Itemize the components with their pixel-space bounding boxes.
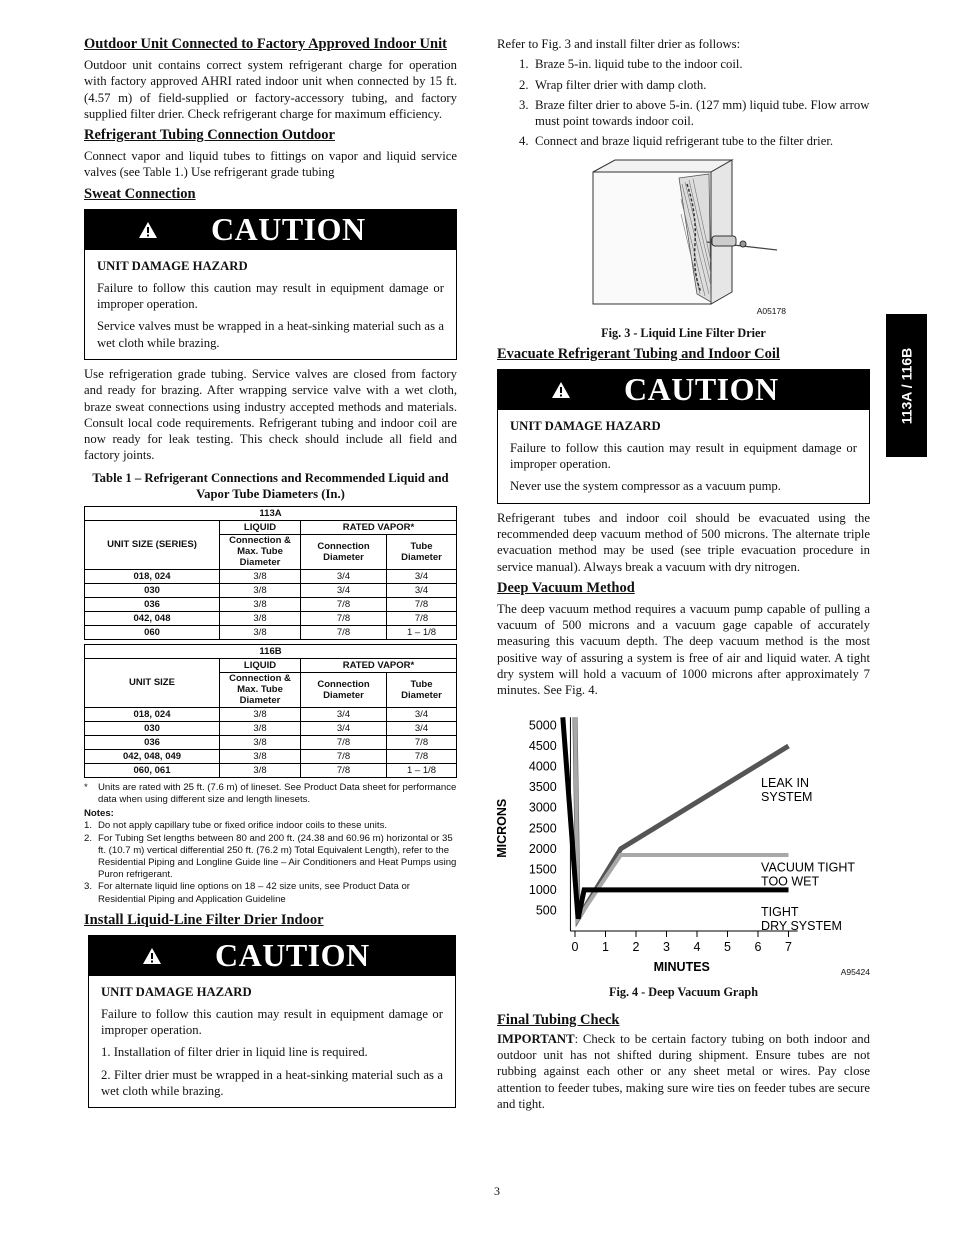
note-item: For Tubing Set lengths between 80 and 200 ft. (24.38 and 60.96 m) horizontal or 35 ft. (10.7 m) vertical differential 250 ft. (76.2 m) Total Equivalent Length), refer to the Residential Piping and Longline Guide line – Air Conditioners and Heat Pumps using Puron refrigerant. (98, 832, 457, 881)
x-tick-label: 4 (693, 939, 701, 954)
y-tick-label: 3500 (528, 779, 557, 794)
table-cell: 7/8 (301, 763, 387, 777)
table-cell: 116B (85, 644, 457, 658)
table-notes: * Units are rated with 25 ft. (7.6 m) of lineset. See Product Data sheet for performance data when using different size and length linesets. Notes: 1. Do not apply capillary tube or fixed orifice indoor coils to these units. 2. For Tubing Set lengths between 80 and 200 ft. (24.38 and 60.96 m) horizontal or 35 ft. (10.7 m) vertical differential 250 ft. (76.2 m) Total Equivalent Length), refer to the Residential Piping and Longline Guide line – Air Conditioners and Heat Pumps using Puron refrigerant. 3. For alternate liquid line options on 18 – 42 size units, see Product Data or Residential Piping and Application Guideline (84, 781, 457, 905)
series-label: VACUUM TIGHT (761, 860, 856, 875)
table-cell: 1 – 1/8 (387, 763, 457, 777)
y-tick-label: 1500 (528, 861, 557, 876)
table-cell: 7/8 (387, 749, 457, 763)
table-cell: 3/8 (220, 597, 301, 611)
caution-text: Service valves must be wrapped in a heat-sinking material such as a wet cloth while brazing. (97, 319, 444, 350)
table-cell: 113A (85, 506, 457, 520)
caution-header (85, 210, 456, 250)
final-check-text: : Check to be certain factory tubing on both indoor and outdoor unit has not shifted during shipment. Ensure tubes are not rubbing against each other or any sheet metal or wires. Pay close attention to feeder tubes, making sure wire ties on feeder tubes are secure and tight. (497, 1031, 870, 1111)
section-heading: Outdoor Unit Connected to Factory Approved Indoor Unit (84, 36, 447, 52)
table-cell: 7/8 (387, 611, 457, 625)
paragraph: Outdoor unit contains correct system refrigerant charge for operation with factory approved AHRI rated indoor unit when connected by 15 ft. (4.57 m) of field-supplied or factory-accessory tubing, and factory supplied filter drier. Check refrigerant charge for maximum efficiency. (84, 58, 457, 121)
paragraph: Connect vapor and liquid tubes to fittings on vapor and liquid service valves (see Table 1.) Use refrigerant grade tubing (84, 149, 457, 180)
caution-box (497, 369, 870, 504)
table-cell: 3/8 (220, 735, 301, 749)
series-label: TIGHT (761, 904, 799, 919)
table-cell: Connection Diameter (301, 534, 387, 569)
table-cell: 036 (85, 597, 220, 611)
caution-title: CAUTION (215, 937, 370, 974)
side-tab (886, 314, 927, 457)
table-cell: 7/8 (301, 625, 387, 639)
section-heading: Refrigerant Tubing Connection Outdoor (84, 127, 335, 144)
x-tick-label: 3 (663, 939, 670, 954)
table-cell: 3/4 (387, 721, 457, 735)
table-cell: 030 (85, 721, 220, 735)
page-number: 3 (494, 1184, 500, 1198)
table-row (85, 569, 457, 583)
table-cell: 3/8 (220, 721, 301, 735)
x-tick-label: 2 (632, 939, 640, 954)
y-tick-label: 3000 (528, 800, 557, 815)
chart-svg (497, 703, 870, 983)
x-axis-label: MINUTES (653, 959, 710, 974)
table-cell: 7/8 (387, 597, 457, 611)
table-cell: Connection & Max. Tube Diameter (220, 672, 301, 707)
table-cell: 3/4 (301, 707, 387, 721)
table-row (85, 625, 457, 639)
table-cell: 036 (85, 735, 220, 749)
list-item: 4. Connect and braze liquid refrigerant tube to the filter drier. (519, 134, 834, 149)
y-axis-label: MICRONS (495, 798, 509, 858)
notes-label: Notes (84, 808, 111, 820)
spec-table (84, 506, 457, 640)
table-cell: 3/4 (387, 583, 457, 597)
table-cell: 7/8 (301, 597, 387, 611)
table-cell: 3/4 (301, 569, 387, 583)
section-heading: Install Liquid-Line Filter Drier Indoor (84, 911, 324, 928)
caution-text: Never use the system compressor as a vacuum pump. (510, 479, 781, 494)
table-caption: Table 1 – Refrigerant Connections and Recommended Liquid and Vapor Tube Diameters (In.) (92, 470, 449, 501)
table-cell: 018, 024 (85, 569, 220, 583)
table-cell: 3/4 (301, 721, 387, 735)
table-cell: 3/8 (220, 749, 301, 763)
table-cell: 030 (85, 583, 220, 597)
table-row (85, 707, 457, 721)
table-cell: 3/4 (387, 707, 457, 721)
series-label: DRY SYSTEM (761, 918, 842, 933)
y-tick-label: 4000 (528, 759, 557, 774)
tube-diameter-tables (84, 506, 457, 778)
table-cell: 018, 024 (85, 707, 220, 721)
list-item: 2. Wrap filter drier with damp cloth. (519, 77, 707, 92)
x-tick-label: 0 (571, 939, 579, 954)
hazard-label: UNIT DAMAGE HAZARD (101, 984, 252, 999)
figure-caption: Fig. 3 - Liquid Line Filter Drier (601, 325, 766, 340)
paragraph (497, 1031, 870, 1112)
table-cell: 3/8 (220, 763, 301, 777)
paragraph: Refer to Fig. 3 and install filter drier as follows: (497, 37, 741, 51)
table-cell: UNIT SIZE (SERIES) (85, 520, 220, 569)
section-heading: Final Tubing Check (497, 1011, 620, 1028)
caution-text: Failure to follow this caution may result in equipment damage or improper operation. (101, 1006, 443, 1038)
table-cell: LIQUID (220, 520, 301, 534)
series-label: LEAK IN (761, 775, 809, 790)
table-cell: 7/8 (301, 735, 387, 749)
table-cell: Connection & Max. Tube Diameter (220, 534, 301, 569)
table-cell: Connection Diameter (301, 672, 387, 707)
paragraph: The deep vacuum method requires a vacuum pump capable of pulling a vacuum of 500 microns and a vacuum gage capable of accurately measuring this vacuum depth. The deep vacuum method is the most positive way of assuring a system is free of air and liquid water. A tight dry system will hold a vacuum of 1000 microns after approximately 7 minutes. See Fig. 4. (497, 601, 870, 698)
y-tick-label: 4500 (528, 738, 557, 753)
y-tick-label: 5000 (528, 718, 557, 733)
table-row (85, 749, 457, 763)
caution-header (89, 936, 455, 976)
table-cell: 7/8 (301, 611, 387, 625)
table-cell: Tube Diameter (387, 672, 457, 707)
table-cell: 1 – 1/8 (387, 625, 457, 639)
caution-box (84, 209, 457, 360)
left-column (84, 36, 457, 1114)
x-tick-label: 1 (602, 939, 609, 954)
table-cell: 3/8 (220, 569, 301, 583)
caution-text: 1. Installation of filter drier in liquid line is required. (101, 1045, 368, 1060)
warning-icon (143, 948, 161, 964)
table-cell: 3/8 (220, 583, 301, 597)
list-item: 3. Braze filter drier to above 5-in. (127 mm) liquid tube. Flow arrow must point towards indoor coil. (519, 97, 870, 129)
figure-caption: Fig. 4 - Deep Vacuum Graph (609, 984, 758, 999)
y-tick-label: 2500 (528, 820, 557, 835)
y-tick-label: 2000 (528, 841, 557, 856)
caution-text: Failure to follow this caution may result in equipment damage or improper operation. (97, 280, 444, 312)
table-cell: 042, 048, 049 (85, 749, 220, 763)
caution-box (88, 935, 456, 1108)
table-cell: 060, 061 (85, 763, 220, 777)
table-row (85, 735, 457, 749)
section-heading: Deep Vacuum Method (497, 579, 635, 596)
warning-icon (139, 222, 157, 238)
table-cell: 042, 048 (85, 611, 220, 625)
caution-title: CAUTION (211, 211, 366, 248)
table-row (85, 597, 457, 611)
figure-filter-drier (497, 154, 870, 324)
table-row (85, 611, 457, 625)
list-item: 1. Braze 5-in. liquid tube to the indoor coil. (519, 57, 743, 72)
section-heading: Evacuate Refrigerant Tubing and Indoor Coil (497, 345, 780, 362)
right-column (497, 36, 870, 1112)
series-label: TOO WET (761, 874, 820, 889)
x-tick-label: 5 (724, 939, 731, 954)
note-item: Do not apply capillary tube or fixed orifice indoor coils to these units. (98, 820, 388, 832)
table-cell: 3/8 (220, 625, 301, 639)
table-cell: UNIT SIZE (85, 658, 220, 707)
table-cell: 3/8 (220, 707, 301, 721)
footnote-mark: * (84, 781, 88, 793)
y-tick-label: 1000 (528, 882, 557, 897)
table-cell: 7/8 (387, 735, 457, 749)
paragraph: Use refrigeration grade tubing. Service valves are closed from factory and ready for brazing. After wrapping service valve with a wet cloth, braze sweat connections using industry accepted methods and materials. Consult local code requirements. Refrigerant tubing and indoor coil are now ready for leak testing. This check should include all field and factory joints. (84, 366, 457, 463)
filter-drier-illustration (497, 154, 870, 314)
table-cell: 060 (85, 625, 220, 639)
figure-code: A05178 (756, 305, 786, 316)
caution-header (498, 370, 869, 410)
side-tab-label: 113A / 116B (898, 347, 915, 424)
hazard-label: UNIT DAMAGE HAZARD (510, 418, 661, 433)
table-cell: RATED VAPOR* (301, 658, 457, 672)
y-tick-label: 500 (535, 903, 557, 918)
table-row (85, 583, 457, 597)
important-label: IMPORTANT (497, 1031, 575, 1046)
note-item: For alternate liquid line options on 18 – 42 size units, see Product Data or Residential Piping and Application Guideline (98, 881, 410, 905)
table-cell: LIQUID (220, 658, 301, 672)
x-tick-label: 6 (754, 939, 762, 954)
caution-text: 2. Filter drier must be wrapped in a heat-sinking material such as a wet cloth while brazing. (101, 1067, 443, 1098)
warning-icon (552, 382, 570, 398)
table-row (85, 763, 457, 777)
table-row (85, 721, 457, 735)
x-tick-label: 7 (785, 939, 792, 954)
series-label: SYSTEM (761, 789, 813, 804)
caution-title: CAUTION (624, 371, 779, 408)
caution-text: Failure to follow this caution may result in equipment damage or improper operation. (510, 440, 857, 472)
paragraph: Refrigerant tubes and indoor coil should be evacuated using the recommended deep vacuum method of 500 microns. The alternate triple evacuation method may be used (see triple evacuation procedure in service manual). Always break a vacuum with dry nitrogen. (497, 510, 870, 574)
spec-table (84, 644, 457, 778)
steps-list (497, 56, 870, 149)
footnote: Units are rated with 25 ft. (7.6 m) of lineset. See Product Data sheet for performance data when using different size and length linesets. (98, 781, 457, 805)
deep-vacuum-chart (497, 703, 870, 983)
table-cell: 3/4 (387, 569, 457, 583)
table-cell: 3/8 (220, 611, 301, 625)
table-cell: RATED VAPOR* (301, 520, 457, 534)
hazard-label: UNIT DAMAGE HAZARD (97, 258, 248, 273)
section-heading: Sweat Connection (84, 185, 196, 202)
figure-code: A95424 (840, 966, 870, 977)
table-cell: Tube Diameter (387, 534, 457, 569)
table-cell: 7/8 (301, 749, 387, 763)
table-cell: 3/4 (301, 583, 387, 597)
